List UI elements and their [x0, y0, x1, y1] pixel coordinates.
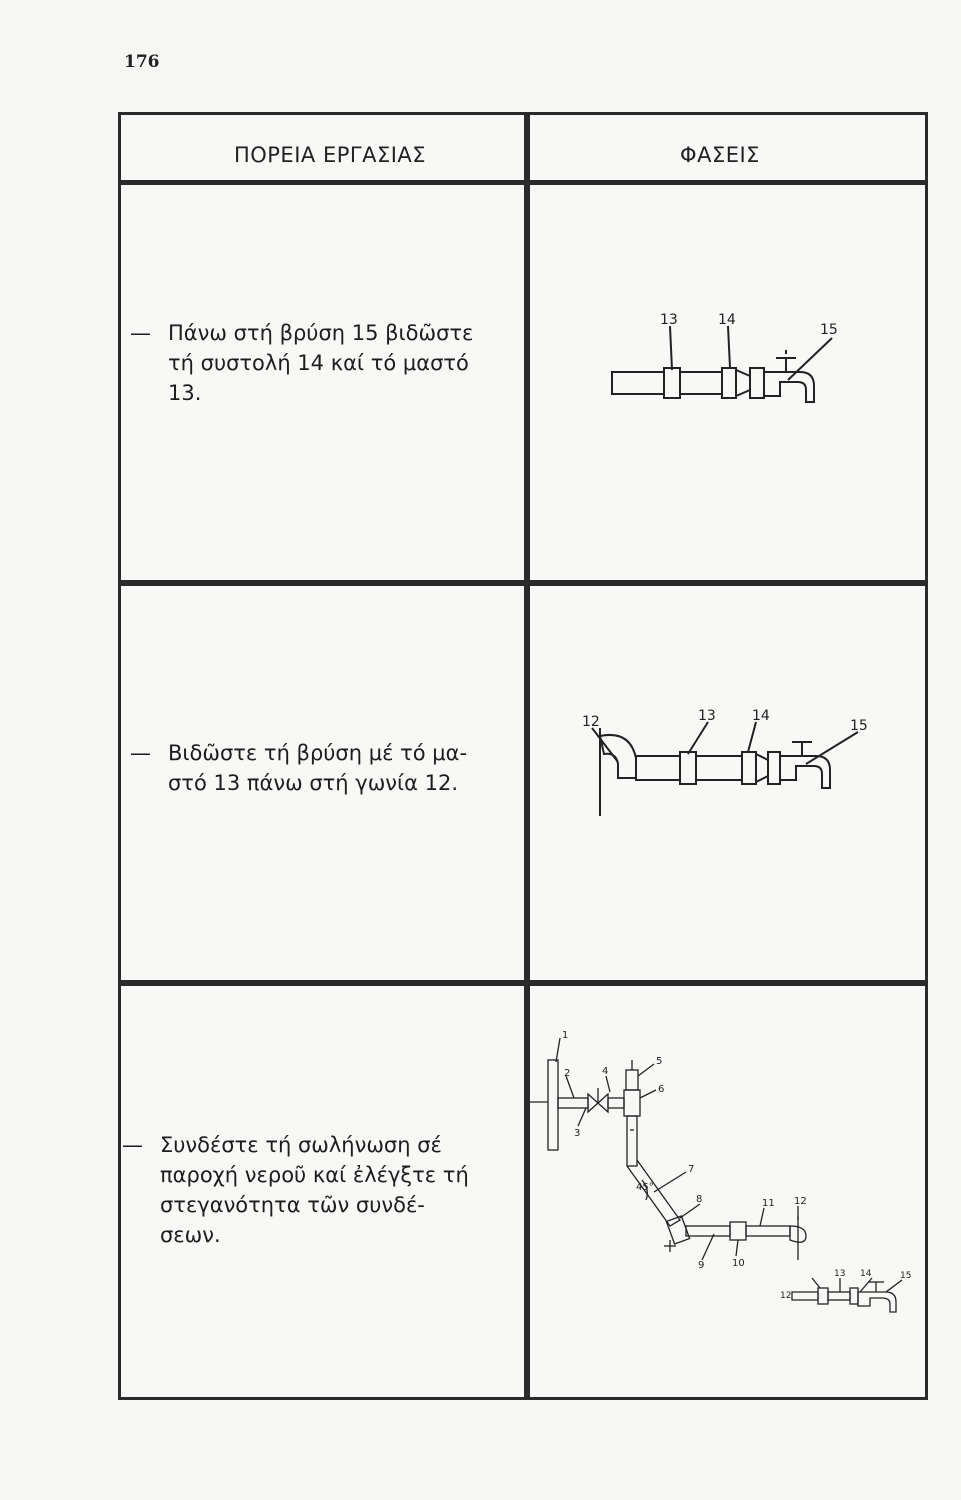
- label-3: 3: [574, 1128, 581, 1139]
- header-work-procedure: ΠΟΡΕΙΑ ΕΡΓΑΣΙΑΣ: [233, 143, 427, 167]
- label-4: 4: [602, 1066, 609, 1077]
- label-15: 15: [850, 718, 868, 734]
- step-3-line-2: παροχή νεροῦ καί ἐλέγξτε τή: [160, 1163, 469, 1187]
- label-10: 10: [732, 1258, 745, 1269]
- label-5: 5: [656, 1056, 663, 1067]
- label-14: 14: [752, 708, 770, 724]
- label-7: 7: [688, 1164, 695, 1175]
- step-3-line-4: σεων.: [160, 1223, 221, 1247]
- step-2-dash: —: [130, 741, 151, 765]
- figure-piping-assembly: [530, 1030, 920, 1370]
- step-3-dash: —: [122, 1133, 143, 1157]
- label-45-degrees: 45°: [636, 1182, 654, 1193]
- step-3-line-3: στεγανότητα τῶν συνδέ-: [160, 1193, 425, 1217]
- label-12: 12: [582, 714, 600, 730]
- step-1-line-3: 13.: [168, 381, 202, 405]
- header-phases: ΦΑΣΕΙΣ: [680, 143, 760, 167]
- step-3-line-1: Συνδέστε τή σωλήνωση σέ: [160, 1133, 442, 1157]
- label-11: 11: [762, 1198, 775, 1209]
- step-3-text: [122, 1130, 490, 1250]
- label-2: 2: [564, 1068, 571, 1079]
- label-13: 13: [660, 312, 678, 328]
- step-2-line-1: Βιδῶστε τή βρύση μέ τό μα-: [168, 741, 468, 765]
- step-1-line-1: Πάνω στή βρύση 15 βιδῶστε: [168, 321, 474, 345]
- label-12-small: 12: [780, 1291, 792, 1301]
- row-divider-1: [120, 580, 926, 586]
- step-1-text: [130, 318, 498, 408]
- row-divider-2: [120, 980, 926, 986]
- label-15: 15: [820, 322, 838, 338]
- label-15-small: 15: [900, 1271, 912, 1281]
- step-1-line-2: τή συστολή 14 καί τό μαστό: [168, 351, 469, 375]
- label-13: 13: [698, 708, 716, 724]
- figure-faucet-reducer-nipple: [600, 310, 840, 420]
- label-13-small: 13: [834, 1269, 846, 1279]
- label-1: 1: [562, 1030, 569, 1041]
- label-6: 6: [658, 1084, 665, 1095]
- label-12: 12: [794, 1196, 807, 1207]
- step-1-dash: —: [130, 321, 151, 345]
- page-number: 176: [124, 52, 160, 72]
- label-9: 9: [698, 1260, 705, 1271]
- figure-faucet-on-elbow: [570, 706, 870, 826]
- header-rule: [120, 180, 926, 185]
- label-8: 8: [696, 1194, 703, 1205]
- label-14-small: 14: [860, 1269, 872, 1279]
- step-2-text: [130, 738, 498, 798]
- step-2-line-2: στό 13 πάνω στή γωνία 12.: [168, 771, 459, 795]
- label-14: 14: [718, 312, 736, 328]
